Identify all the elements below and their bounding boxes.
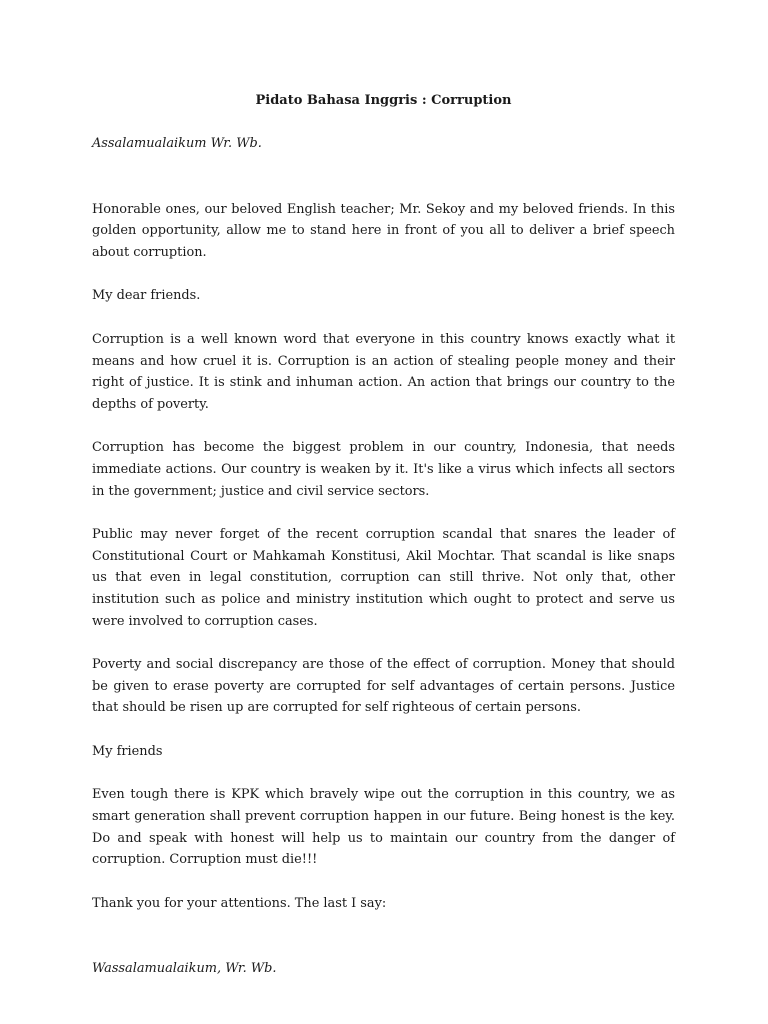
paragraph-problem: Corruption has become the biggest problem in our country, Indonesia, that needs immediate actions. Our country is weaken by it. It's like a virus which infects all sectors in the government; justice and civil service sectors. <box>92 440 675 499</box>
paragraph-definition: Corruption is a well known word that everyone in this country knows exactly what it means and how cruel it is. Corruption is an action of stealing people money and their right of justice. It is stink and inhuman action. An action that brings our country to the depths of poverty. <box>92 331 675 412</box>
paragraph-dear-friends: My dear friends. <box>92 288 201 304</box>
document-page <box>92 90 675 980</box>
greeting: Assalamualaikum Wr. Wb. <box>92 136 262 151</box>
paragraph-opening: Honorable ones, our beloved English teacher; Mr. Sekoy and my beloved friends. In this golden opportunity, allow me to stand here in front of you all to deliver a brief speech about corruption. <box>92 201 675 260</box>
paragraph-my-friends: My friends <box>92 743 163 759</box>
paragraph-thanks: Thank you for your attentions. The last I say: <box>92 895 387 911</box>
paragraph-poverty: Poverty and social discrepancy are those of the effect of corruption. Money that should be given to erase poverty are corrupted for self advantages of certain persons. Justice that should be risen up are corrupted for self righteous of certain persons. <box>92 657 675 716</box>
document-title: Pidato Bahasa Inggris : Corruption <box>255 93 512 108</box>
paragraph-kpk: Even tough there is KPK which bravely wipe out the corruption in this country, we as smart generation shall prevent corruption happen in our future. Being honest is the key. Do and speak with honest will help us to maintain our country from the danger of corruption. Corruption must die!!! <box>92 787 675 868</box>
closing: Wassalamualaikum, Wr. Wb. <box>92 961 277 977</box>
paragraph-scandal: Public may never forget of the recent corruption scandal that snares the leader of Constitutional Court or Mahkamah Konstitusi, Akil Mochtar. That scandal is like snaps us that even in legal constitution, corruption can still thrive. Not only that, other institution such as police and ministry institution which ought to protect and serve us were involved to corruption cases. <box>92 527 675 629</box>
